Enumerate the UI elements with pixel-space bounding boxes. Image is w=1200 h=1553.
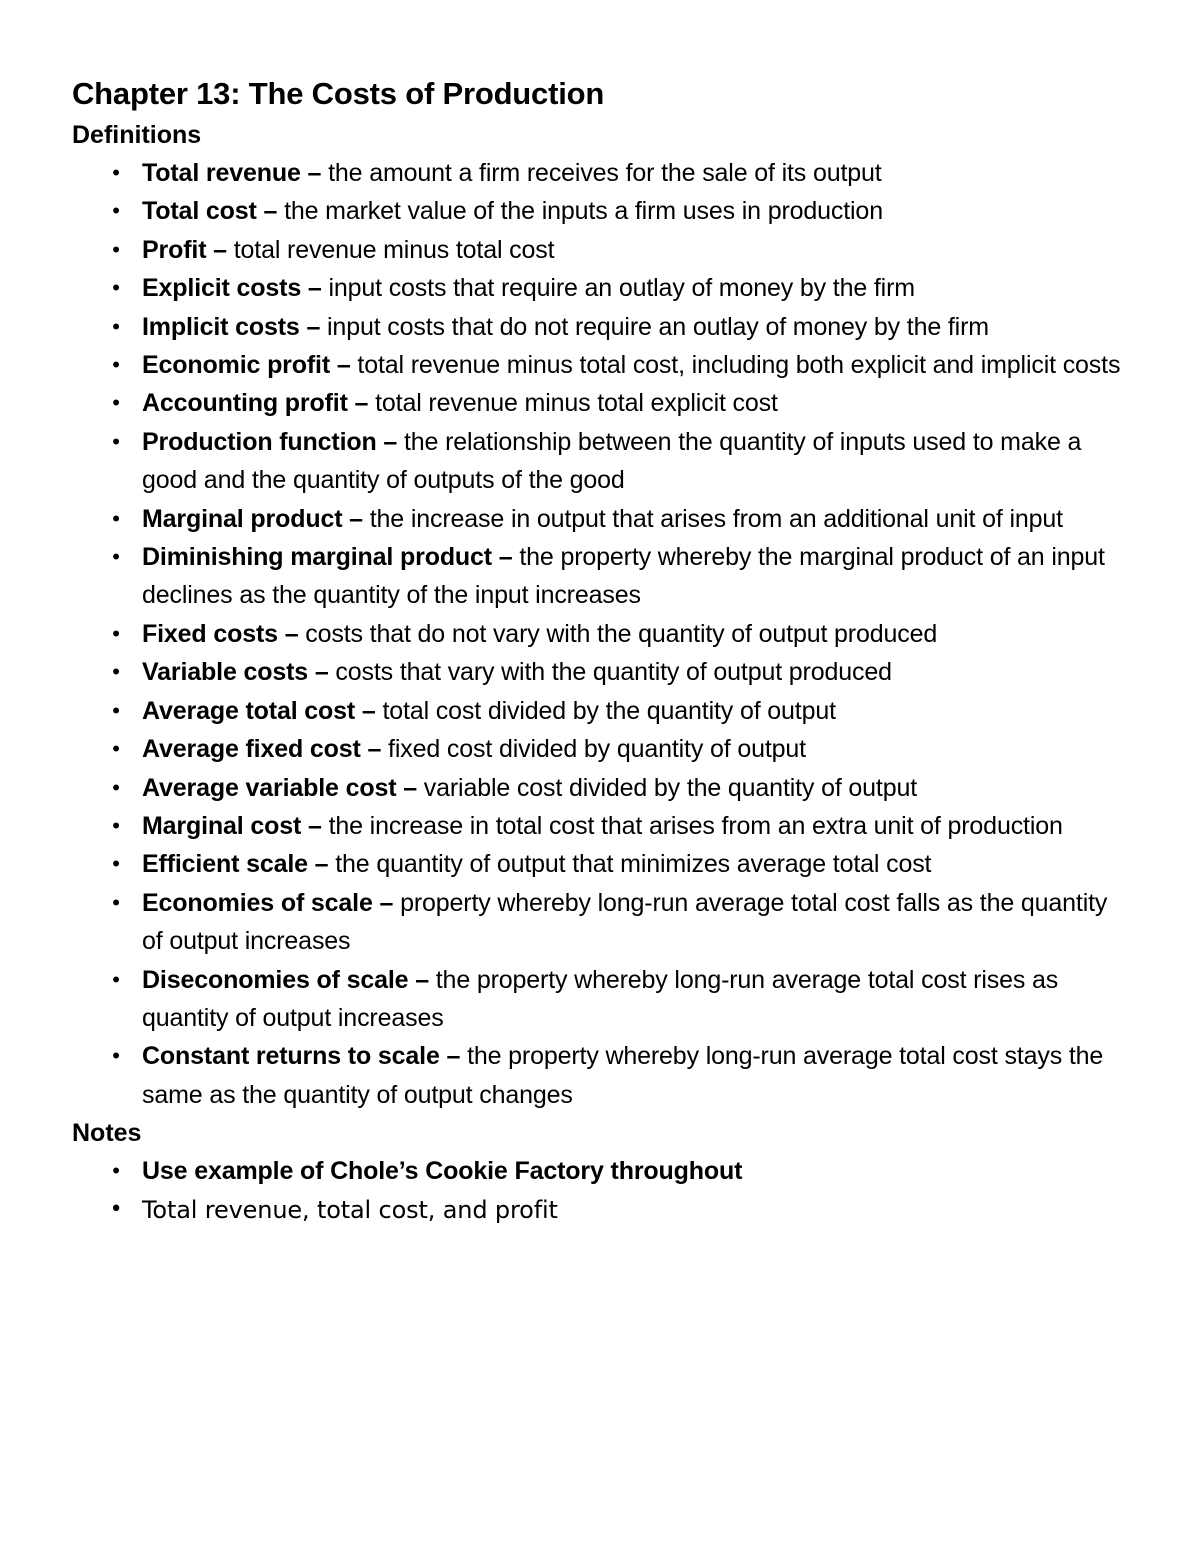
definition-separator: –: [307, 850, 336, 879]
definition-separator: –: [301, 274, 329, 303]
list-item: [72, 730, 1132, 768]
bullet-icon: •: [112, 198, 120, 224]
definition-text: variable cost divided by the quantity of output: [423, 773, 918, 802]
definition-separator: –: [330, 351, 358, 380]
definition-separator: –: [206, 235, 234, 264]
definition-text: costs that do not vary with the quantity of output produced: [305, 619, 938, 648]
definition-text: fixed cost divided by quantity of output: [388, 735, 806, 764]
definition-term: Profit: [142, 235, 207, 264]
definition-text: the property whereby long-run average total cost stays the same as the quantity of output changes: [142, 1042, 1104, 1109]
list-item: [72, 692, 1132, 730]
definition-term: Total cost: [142, 197, 257, 226]
list-item: [72, 845, 1132, 883]
definition-separator: –: [342, 504, 370, 533]
definition-text: the property whereby long-run average total cost rises as quantity of output increases: [142, 965, 1059, 1032]
list-item: [72, 231, 1132, 269]
definition-term: Implicit costs: [142, 312, 300, 341]
bullet-icon: •: [112, 620, 120, 646]
definition-text: input costs that do not require an outlay of money by the firm: [327, 312, 989, 341]
definition-term: Marginal cost: [142, 811, 302, 840]
definition-text: total cost divided by the quantity of output: [382, 696, 836, 725]
list-item: [72, 384, 1132, 422]
list-item: [72, 653, 1132, 691]
bullet-icon: •: [112, 275, 120, 301]
definitions-heading: Definitions: [72, 121, 202, 149]
definition-text: the increase in output that arises from an additional unit of input: [369, 504, 1063, 533]
list-item: [72, 1152, 1132, 1190]
definition-separator: –: [376, 427, 404, 456]
definition-separator: –: [347, 389, 376, 418]
bullet-icon: •: [112, 659, 120, 685]
bullet-icon: •: [112, 889, 120, 915]
list-item: [72, 154, 1132, 192]
definition-text: the quantity of output that minimizes average total cost: [335, 850, 932, 879]
definition-separator: –: [277, 619, 306, 648]
notes-list: [72, 1152, 1132, 1229]
definition-text: the property whereby the marginal product of an input declines as the quantity of the input increases: [142, 543, 1105, 610]
list-item: [72, 500, 1132, 538]
note-text: Total revenue, total cost, and profit: [142, 1195, 558, 1224]
definition-term: Constant returns to scale: [142, 1042, 440, 1071]
bullet-icon: •: [112, 736, 120, 762]
definition-term: Diminishing marginal product: [142, 543, 492, 572]
definition-separator: –: [299, 312, 328, 341]
bullet-icon: •: [112, 812, 120, 838]
definition-term: Explicit costs: [142, 274, 302, 303]
definition-term: Economies of scale: [142, 888, 373, 917]
list-item: [72, 769, 1132, 807]
definition-text: the amount a firm receives for the sale of its output: [328, 159, 882, 187]
bullet-icon: •: [112, 774, 120, 800]
definition-term: Fixed costs: [142, 619, 278, 648]
definition-term: Average total cost: [142, 696, 356, 725]
definition-separator: –: [300, 159, 329, 187]
list-item: [72, 615, 1132, 653]
definition-text: property whereby long-run average total cost falls as the quantity of output increases: [142, 888, 1108, 956]
definition-separator: –: [396, 773, 424, 802]
bullet-icon: •: [112, 352, 120, 378]
definition-text: the market value of the inputs a firm uses in production: [284, 197, 883, 226]
notes-heading: Notes: [72, 1119, 142, 1148]
bullet-icon: •: [112, 390, 120, 416]
list-item: [72, 192, 1132, 230]
list-item: [72, 308, 1132, 346]
definition-text: the relationship between the quantity of inputs used to make a good and the quantity of outputs of the good: [142, 427, 1082, 495]
list-item: [72, 961, 1132, 1038]
definition-separator: –: [372, 888, 401, 917]
definition-text: total revenue minus total cost: [233, 235, 555, 264]
definition-term: Total revenue: [142, 159, 301, 187]
bullet-icon: •: [112, 313, 120, 339]
definition-term: Efficient scale: [142, 850, 308, 879]
bullet-icon: •: [112, 236, 120, 262]
definition-separator: –: [439, 1042, 468, 1071]
definition-term: Variable costs: [142, 658, 309, 687]
document-page: [72, 72, 1132, 1229]
definition-term: Accounting profit: [142, 389, 348, 418]
definition-separator: –: [492, 543, 520, 572]
definitions-list: [72, 154, 1132, 1114]
page-title: Chapter 13: The Costs of Production: [72, 76, 605, 111]
list-item: [72, 807, 1132, 845]
definition-separator: –: [408, 965, 436, 994]
list-item: [72, 538, 1132, 615]
bullet-icon: •: [112, 505, 120, 531]
definition-separator: –: [301, 811, 329, 840]
definition-term: Economic profit: [142, 351, 331, 380]
bullet-icon: •: [109, 1196, 123, 1222]
definition-separator: –: [256, 197, 285, 226]
list-item: [72, 423, 1132, 500]
bullet-icon: •: [112, 1043, 120, 1069]
definition-term: Average fixed cost: [142, 735, 361, 764]
definition-text: the increase in total cost that arises from an extra unit of production: [328, 811, 1063, 840]
bullet-icon: •: [112, 160, 120, 185]
bullet-icon: •: [112, 697, 120, 723]
definition-separator: –: [308, 658, 336, 687]
bullet-icon: •: [112, 544, 120, 570]
definition-term: Average variable cost: [142, 773, 397, 802]
bullet-icon: •: [112, 851, 120, 877]
bullet-icon: •: [112, 428, 120, 454]
definition-text: input costs that require an outlay of money by the firm: [328, 274, 915, 303]
definition-term: Production function: [142, 427, 377, 456]
note-text: Use example of Chole’s Cookie Factory throughout: [142, 1157, 743, 1186]
definition-text: costs that vary with the quantity of output produced: [335, 658, 892, 687]
list-item: [72, 1037, 1132, 1114]
definition-separator: –: [360, 735, 389, 764]
list-item: [72, 269, 1132, 307]
definition-term: Marginal product: [142, 504, 343, 533]
definition-term: Diseconomies of scale: [142, 965, 409, 994]
list-item: [72, 1191, 1132, 1229]
definition-text: total revenue minus total explicit cost: [375, 389, 778, 418]
definition-text: total revenue minus total cost, including both explicit and implicit costs: [357, 351, 1121, 380]
bullet-icon: •: [112, 1158, 120, 1184]
definition-separator: –: [355, 696, 383, 725]
bullet-icon: •: [112, 966, 120, 992]
list-item: [72, 346, 1132, 384]
list-item: [72, 884, 1132, 961]
